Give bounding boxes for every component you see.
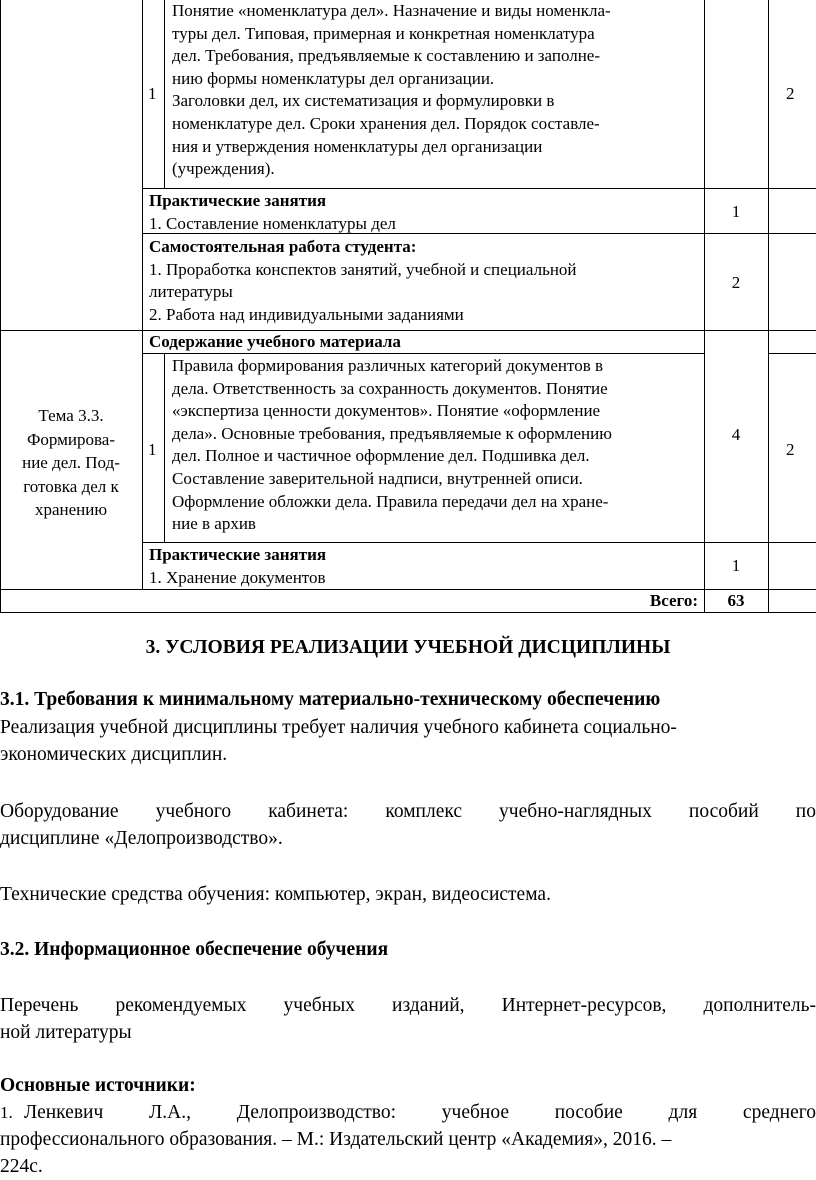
subsection-title: 3.2. Информационное обеспечение обучения	[0, 939, 389, 960]
text-line: ние в архив	[172, 514, 256, 534]
text-line: «экспертиза ценности документов». Понятие «оформление	[172, 401, 601, 421]
text-line: Заголовки дел, их систематизация и формулировки в	[172, 91, 555, 111]
text-line: дел. Требования, предъявляемые к составлению и заполне-	[172, 46, 601, 66]
text-line: дела». Основные требования, предъявляемые к оформлению	[172, 423, 612, 443]
source-line: 224с.	[0, 1156, 43, 1177]
block-item: литературы	[149, 282, 233, 302]
subsection-title: 3.1. Требования к минимальному материально-техническому обеспечению	[0, 689, 661, 710]
paragraph-line: Реализация учебной дисциплины требует наличия учебного кабинета социально-	[0, 717, 677, 738]
content-heading: Содержание учебного материала	[149, 332, 401, 351]
block-item: 1. Проработка конспектов занятий, учебной и специальной	[149, 259, 577, 279]
level-value: 2	[786, 440, 795, 459]
content-description	[172, 0, 702, 181]
block-item: 1. Хранение документов	[149, 567, 326, 587]
practical-block	[149, 190, 699, 235]
block-heading: Самостоятельная работа студента:	[149, 237, 417, 256]
text-line: (учреждения).	[172, 159, 275, 179]
text-line: дела. Ответственность за сохранность документов. Понятие	[172, 378, 608, 398]
text-line: Оформление обложки дела. Правила передачи дел на хране-	[172, 491, 609, 511]
text-line: туры дел. Типовая, примерная и конкретная номенклатура	[172, 23, 595, 43]
paragraph-line: Оборудование учебного кабинета: комплекс учебно-наглядных пособий по	[0, 801, 816, 822]
topic-line: Тема 3.3.	[38, 406, 104, 425]
topic-title	[0, 404, 142, 522]
topic-line: Формирова-	[26, 429, 116, 449]
block-item: 1. Составление номенклатуры дел	[149, 213, 396, 233]
block-heading: Практические занятия	[149, 545, 327, 564]
content-description	[172, 355, 702, 536]
hours-value: 1	[731, 556, 741, 575]
self-study-block	[149, 236, 699, 326]
row-number: 1	[148, 84, 157, 103]
paragraph-line: дисциплине «Делопроизводство».	[0, 828, 283, 849]
level-value: 2	[786, 84, 795, 103]
topic-line: готовка дел к	[23, 476, 119, 496]
paragraph-line: Перечень рекомендуемых учебных изданий, Интернет-ресурсов, дополнитель-	[0, 995, 816, 1016]
paragraph-line: ной литературы	[0, 1022, 132, 1043]
block-item: 2. Работа над индивидуальными заданиями	[149, 304, 464, 324]
hours-value: 1	[731, 202, 741, 221]
topic-line: хранению	[34, 500, 108, 519]
row-number: 1	[148, 440, 157, 459]
text-line: Правила формирования различных категорий документов в	[172, 356, 604, 375]
text-line: нию формы номенклатуры дел организации.	[172, 68, 495, 88]
text-line: Составление заверительной надписи, внутренней описи.	[172, 468, 583, 488]
total-label: Всего:	[649, 591, 698, 610]
text-line: номенклатуре дел. Сроки хранения дел. Порядок составле-	[172, 113, 600, 133]
sources-title: Основные источники:	[0, 1075, 196, 1096]
block-heading: Практические занятия	[149, 191, 327, 210]
practical-block	[149, 544, 699, 589]
hours-value: 2	[731, 273, 741, 292]
source-line: Ленкевич Л.А., Делопроизводство: учебное пособие для среднего	[24, 1102, 816, 1123]
text-line: дел. Полное и частичное оформление дел. Подшивка дел.	[172, 446, 590, 466]
text-line: Понятие «номенклатура дел». Назначение и виды номенкла-	[172, 1, 611, 20]
paragraph-line: Технические средства обучения: компьютер, экран, видеосистема.	[0, 884, 551, 905]
section-title: 3. УСЛОВИЯ РЕАЛИЗАЦИИ УЧЕБНОЙ ДИСЦИПЛИНЫ	[145, 637, 671, 658]
paragraph-line: экономических дисциплин.	[0, 744, 228, 765]
source-number: 1.	[0, 1103, 13, 1122]
source-line: профессионального образования. – М.: Издательский центр «Академия», 2016. –	[0, 1129, 672, 1150]
total-value: 63	[727, 591, 745, 610]
hours-value: 4	[731, 425, 741, 444]
text-line: ния и утверждения номенклатуры дел организации	[172, 136, 543, 156]
topic-line: ние дел. Под-	[22, 453, 120, 472]
